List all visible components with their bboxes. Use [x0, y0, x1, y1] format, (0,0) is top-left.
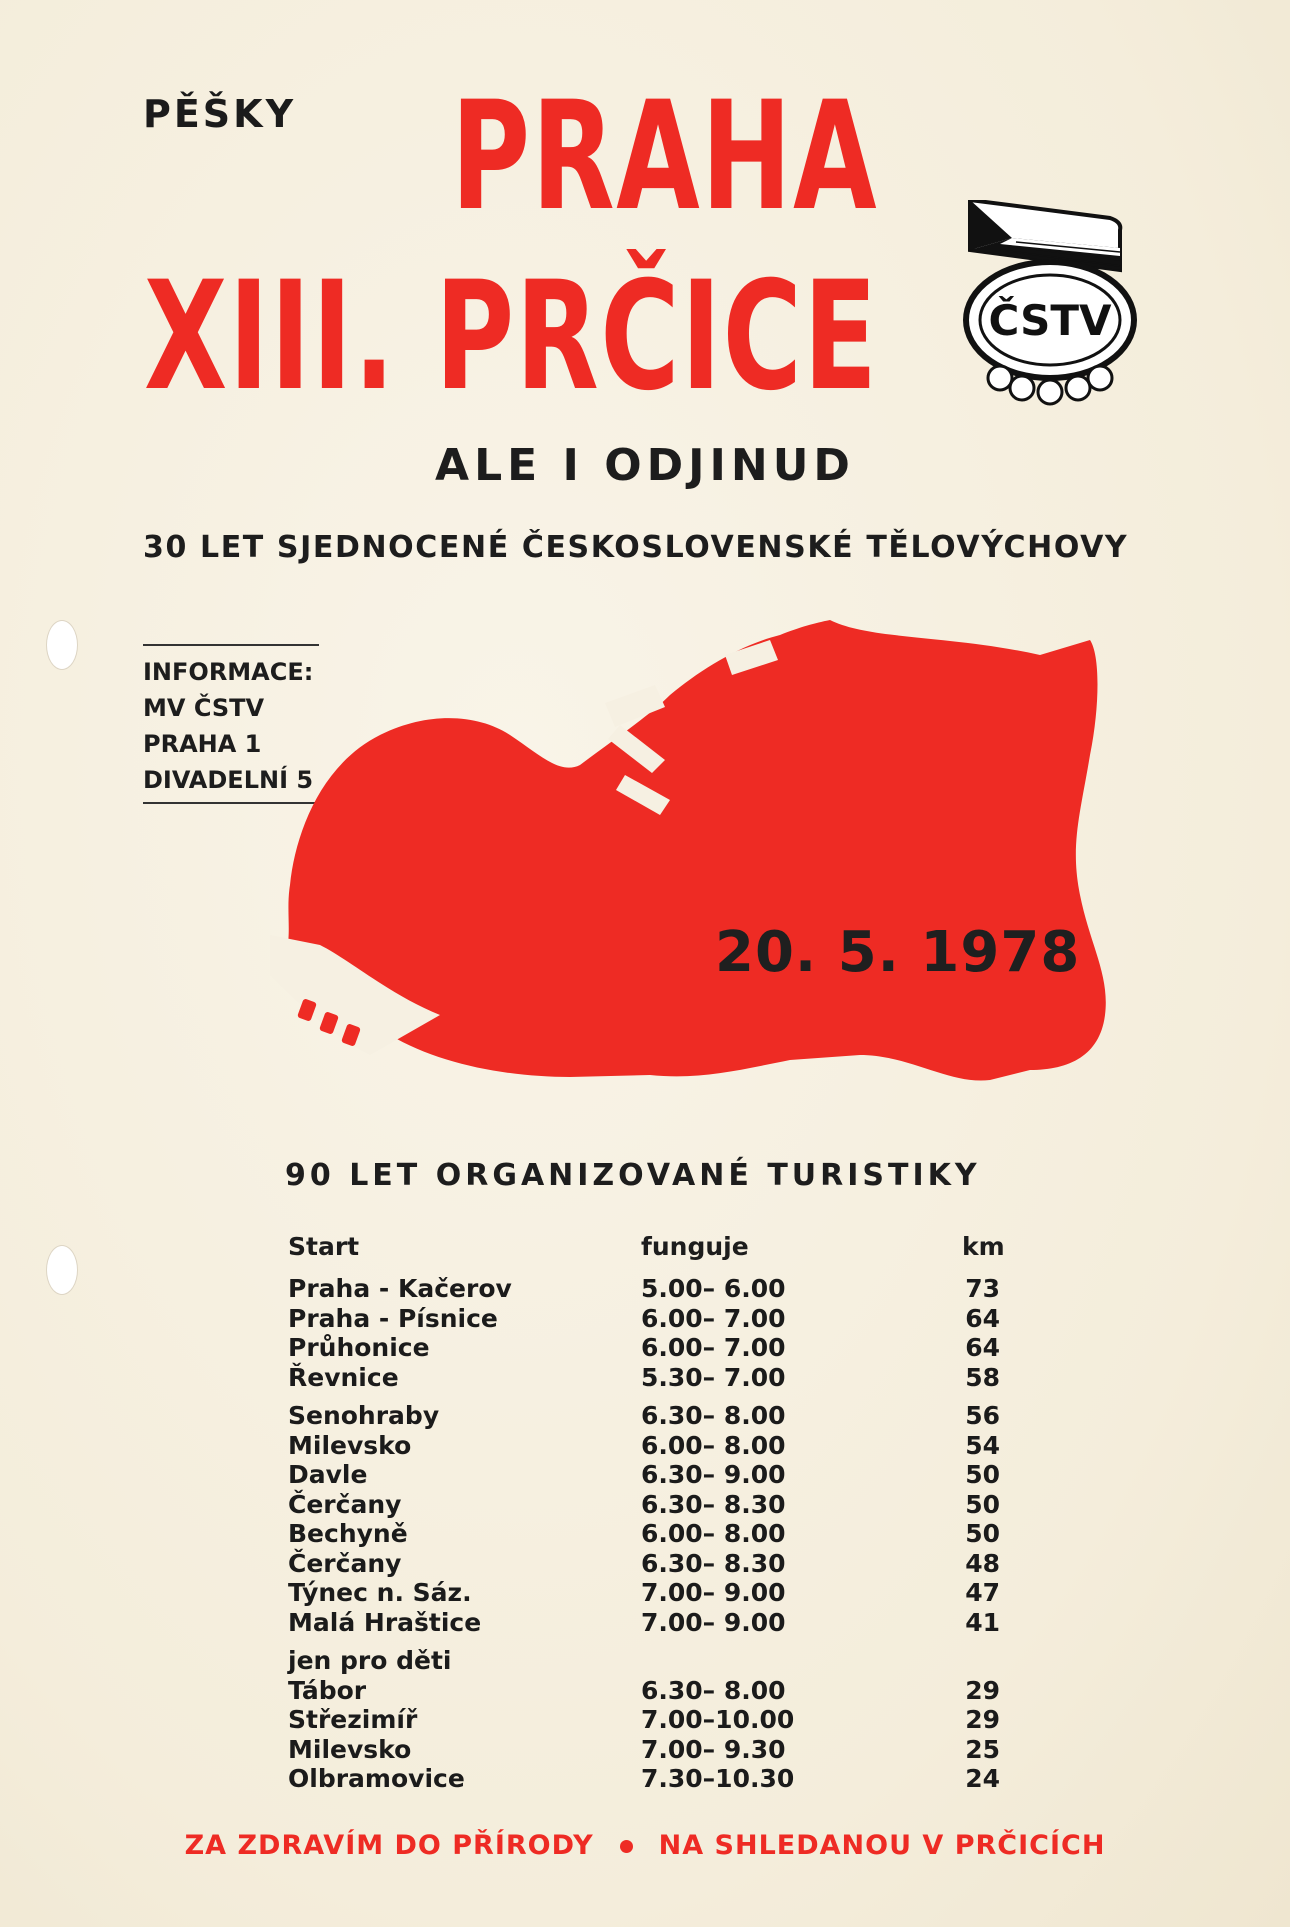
start-time: 6.00– 8.00	[641, 1519, 786, 1548]
table-row	[288, 1401, 1008, 1431]
table-row	[288, 1490, 1008, 1520]
anniversary-tj: 30 LET SJEDNOCENÉ ČESKOSLOVENSKÉ TĚLOVÝCHOVY	[143, 530, 1129, 565]
start-time: 6.30– 8.30	[641, 1548, 786, 1578]
start-name: Praha - Kačerov	[288, 1274, 512, 1303]
info-line: INFORMACE:	[143, 658, 314, 686]
start-name: Milevsko	[288, 1430, 412, 1460]
start-km: 64	[965, 1303, 1000, 1333]
start-time: 6.00– 8.00	[641, 1430, 786, 1460]
table-row	[288, 1460, 1008, 1490]
table-row	[288, 1578, 1008, 1608]
table-row	[288, 1304, 1008, 1334]
table-row	[288, 1431, 1008, 1461]
punch-hole	[46, 620, 78, 670]
column-header-km: km	[962, 1232, 1005, 1261]
start-time: 6.00– 7.00	[641, 1303, 786, 1333]
start-km: 54	[965, 1430, 1000, 1460]
red-boot-illustration	[270, 615, 1115, 1085]
table-row	[288, 1608, 1008, 1638]
table-row	[288, 1519, 1008, 1549]
children-only-label: jen pro děti	[288, 1646, 452, 1675]
table-row	[288, 1705, 1008, 1735]
title-prcice: XIII. PRČICE	[144, 250, 879, 424]
start-name: Čerčany	[288, 1548, 402, 1578]
start-name: Průhonice	[288, 1333, 430, 1362]
column-header-start: Start	[288, 1232, 360, 1261]
start-time: 6.30– 8.00	[641, 1675, 786, 1705]
start-km: 73	[965, 1274, 1000, 1303]
table-row	[288, 1363, 1008, 1393]
column-header-funguje: funguje	[641, 1232, 749, 1261]
start-time: 6.30– 8.00	[641, 1401, 786, 1430]
start-name: Praha - Písnice	[288, 1303, 498, 1333]
start-name: Týnec n. Sáz.	[288, 1578, 472, 1607]
start-time: 7.00– 9.30	[641, 1734, 786, 1764]
start-time: 6.30– 9.00	[641, 1460, 786, 1489]
start-km: 47	[965, 1578, 1000, 1607]
start-table	[288, 1274, 1008, 1794]
start-name: Řevnice	[288, 1362, 399, 1392]
start-name: Davle	[288, 1460, 368, 1489]
event-date: 20. 5. 1978	[715, 920, 1081, 985]
start-km: 58	[965, 1362, 1000, 1392]
table-row	[288, 1764, 1008, 1794]
row-spacer	[288, 1392, 1008, 1401]
start-km: 24	[965, 1764, 1000, 1793]
start-km: 64	[965, 1333, 1000, 1362]
logo-text: ČSTV	[988, 296, 1112, 345]
footer-slogan	[0, 1830, 1290, 1861]
start-time: 7.00–10.00	[641, 1705, 795, 1734]
start-time: 7.00– 9.00	[641, 1578, 786, 1607]
table-section-label	[288, 1646, 1008, 1676]
start-time: 6.00– 7.00	[641, 1333, 786, 1362]
table-row	[288, 1676, 1008, 1706]
start-km: 41	[965, 1607, 1000, 1637]
start-name: Střezimíř	[288, 1705, 418, 1734]
start-km: 29	[965, 1675, 1000, 1705]
info-line: PRAHA 1	[143, 730, 262, 758]
start-km: 48	[965, 1548, 1000, 1578]
cstv-logo	[960, 200, 1140, 410]
start-km: 29	[965, 1705, 1000, 1734]
start-time: 5.30– 7.00	[641, 1362, 786, 1392]
table-row	[288, 1735, 1008, 1765]
start-name: Tábor	[288, 1675, 367, 1705]
start-name: Senohraby	[288, 1401, 440, 1430]
title-praha: PRAHA	[451, 70, 879, 244]
table-row	[288, 1549, 1008, 1579]
footer-left: ZA ZDRAVÍM DO PŘÍRODY	[184, 1830, 594, 1861]
bullet-dot	[620, 1840, 633, 1853]
start-km: 56	[965, 1401, 1000, 1430]
start-name: Čerčany	[288, 1489, 402, 1519]
start-km: 50	[965, 1489, 1000, 1519]
info-line: DIVADELNÍ 5	[143, 766, 314, 794]
pesky-label: PĚŠKY	[143, 92, 297, 136]
start-name: Olbramovice	[288, 1764, 465, 1793]
anniversary-turistika: 90 LET ORGANIZOVANÉ TURISTIKY	[285, 1158, 981, 1193]
start-km: 50	[965, 1460, 1000, 1489]
punch-hole	[46, 1245, 78, 1295]
row-spacer	[288, 1637, 1008, 1646]
start-name: Bechyně	[288, 1519, 408, 1548]
start-km: 50	[965, 1519, 1000, 1548]
start-time: 5.00– 6.00	[641, 1274, 786, 1303]
footer-right: NA SHLEDANOU V PRČICÍCH	[658, 1830, 1106, 1861]
start-time: 6.30– 8.30	[641, 1489, 786, 1519]
start-time: 7.00– 9.00	[641, 1607, 786, 1637]
start-name: Milevsko	[288, 1734, 412, 1764]
subtitle: ALE I ODJINUD	[435, 440, 855, 491]
start-km: 25	[965, 1734, 1000, 1764]
start-name: Malá Hraštice	[288, 1607, 482, 1637]
table-row	[288, 1274, 1008, 1304]
table-row	[288, 1333, 1008, 1363]
info-line: MV ČSTV	[143, 694, 265, 722]
start-time: 7.30–10.30	[641, 1764, 795, 1793]
